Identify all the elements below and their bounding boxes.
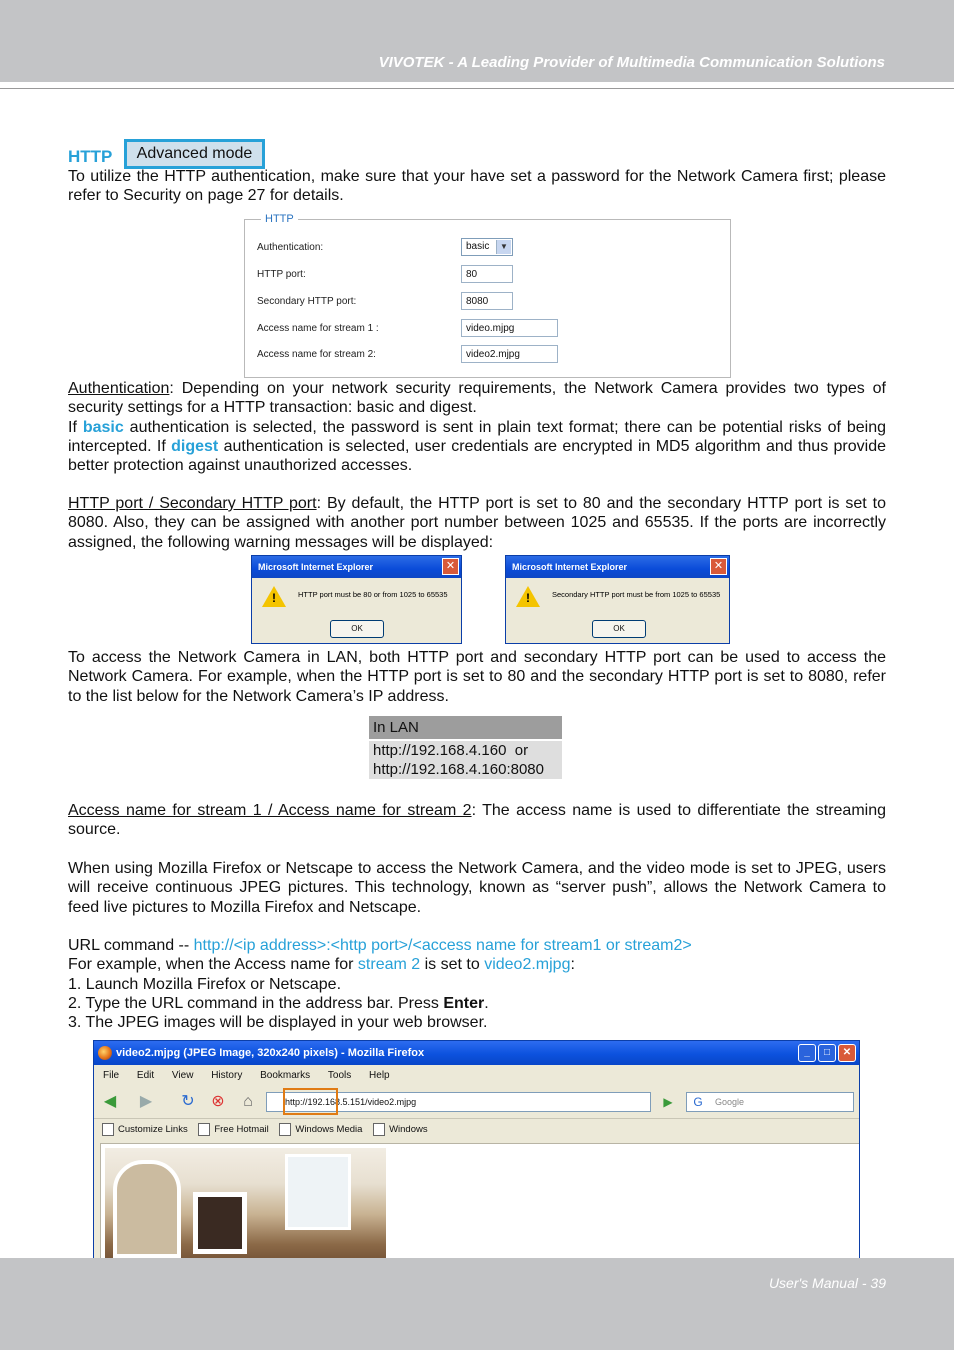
home-icon[interactable]: ⌂ (243, 1093, 253, 1110)
header-rule (0, 88, 954, 89)
authentication-paragraph (68, 379, 886, 475)
url-prefix: URL command -- (68, 937, 194, 954)
window-title-bar (94, 1041, 859, 1065)
url-command-block (68, 936, 886, 1032)
stop-icon[interactable]: ⊗ (211, 1093, 225, 1110)
example-text-3: : (570, 956, 575, 974)
bookmark-label: Customize Links (118, 1124, 188, 1135)
access-name-stream2-label: Access name for stream 2: (257, 349, 376, 360)
bookmark-windows-media[interactable] (279, 1124, 362, 1135)
port-text: : By default, the HTTP port is set to 80 and the secondary HTTP port is set to 8080. Also, they can be assigned with another port number between 1025 and 65535. If the ports are incorrectly assigned, the following warning messages will be displayed: (68, 495, 887, 551)
access-name-stream2-input[interactable]: video2.mjpg (461, 345, 558, 363)
window-title: video2.mjpg (JPEG Image, 320x240 pixels) - Mozilla Firefox (116, 1047, 425, 1059)
lan-address-2: http://192.168.4.160:8080 (373, 761, 544, 778)
ok-button[interactable]: OK (592, 620, 646, 638)
page-icon (279, 1123, 291, 1136)
auth-basic-text: authentication is selected, the password is sent in plain text format; there can be potential risks of being intercepted. If (68, 418, 886, 455)
http-port-input[interactable]: 80 (461, 265, 513, 283)
example-text-1: For example, when the Access name for (68, 956, 358, 974)
reload-icon[interactable]: ↻ (181, 1093, 195, 1110)
secondary-http-port-label: Secondary HTTP port: (257, 296, 357, 307)
lan-table (369, 716, 562, 779)
ok-button[interactable]: OK (330, 620, 384, 638)
url-command: http://<ip address>:<http port>/<access name for stream1 or stream2> (193, 937, 692, 954)
photo-shelf (113, 1160, 181, 1258)
step-2: 2. Type the URL command in the address bar. Press (68, 994, 444, 1012)
close-icon[interactable]: ✕ (838, 1044, 856, 1062)
url-file: video2.mjpg (367, 1097, 417, 1107)
firefox-icon (98, 1046, 112, 1060)
access-name-stream1-label: Access name for stream 1 : (257, 323, 379, 334)
access-name-text: : The access name is used to differentiate the streaming source. (68, 802, 886, 839)
lan-paragraph: To access the Network Camera in LAN, both HTTP port and secondary HTTP port can be used to access the Network Camera. For example, when the HTTP port is set to 80 and the secondary HTTP port is set to 8080, refer to the list below for the Network Camera’s IP address. (68, 649, 886, 705)
step-3: 3. The JPEG images will be displayed in your web browser. (68, 1014, 488, 1032)
port-paragraph (68, 494, 886, 552)
menu-bookmarks[interactable]: Bookmarks (260, 1070, 311, 1081)
digest-keyword: digest (171, 437, 219, 455)
warning-dialog-http-port (251, 555, 462, 644)
intro-paragraph: To utilize the HTTP authentication, make sure that your have set a password for the Network Camera first; please refer to Security on page 27 for details. (68, 168, 886, 205)
example-stream: stream 2 (357, 956, 421, 974)
warning-dialog-secondary-port (505, 555, 730, 644)
dialog-message: HTTP port must be 80 or from 1025 to 65535 (298, 590, 448, 599)
maximize-icon[interactable]: □ (818, 1044, 836, 1062)
menu-bar (94, 1066, 859, 1086)
bookmark-free-hotmail[interactable] (198, 1124, 268, 1135)
step-1: 1. Launch Mozilla Firefox or Netscape. (68, 975, 342, 993)
url-highlight-box (283, 1088, 338, 1115)
menu-edit[interactable]: Edit (136, 1070, 155, 1081)
bookmark-label: Windows (389, 1124, 428, 1135)
bookmark-customize-links[interactable] (102, 1124, 188, 1135)
dialog-title: Microsoft Internet Explorer (506, 556, 729, 578)
lan-address-1: http://192.168.4.160 or (373, 742, 529, 759)
access-name-stream1-input[interactable]: video.mjpg (461, 319, 558, 337)
authentication-text: : Depending on your network security requirements, the Network Camera provides two types of security settings for a HTTP transaction: basic and digest. (68, 380, 886, 417)
example-text-2: is set to (420, 956, 485, 974)
navigation-toolbar (94, 1088, 859, 1116)
menu-view[interactable]: View (171, 1070, 194, 1081)
http-port-label: HTTP port: (257, 269, 306, 280)
menu-help[interactable]: Help (369, 1070, 390, 1081)
close-icon[interactable]: ✕ (442, 558, 459, 575)
authentication-label: Authentication: (257, 242, 324, 253)
authentication-value: basic (466, 241, 490, 252)
bookmark-label: Windows Media (295, 1124, 363, 1135)
authentication-select[interactable] (461, 238, 513, 256)
bookmark-windows[interactable] (373, 1124, 428, 1135)
photo-window (285, 1154, 351, 1230)
go-icon[interactable]: ▶ (663, 1095, 673, 1109)
port-term: HTTP port / Secondary HTTP port (68, 495, 317, 512)
google-icon: G (693, 1095, 703, 1109)
firefox-paragraph: When using Mozilla Firefox or Netscape to access the Network Camera, and the video mode is set to JPEG, users will receive continuous JPEG pictures. This technology, known as “server push”, allows the Network Camera to feed live pictures to Mozilla Firefox and Netscape. (68, 860, 886, 916)
browser-viewport (100, 1143, 860, 1270)
secondary-http-port-input[interactable]: 8080 (461, 292, 513, 310)
dialog-title: Microsoft Internet Explorer (252, 556, 461, 578)
warning-icon-mark: ! (526, 591, 530, 605)
page-footer (0, 1258, 954, 1350)
page-icon (373, 1123, 385, 1136)
lan-table-cell (369, 741, 562, 779)
bookmark-label: Free Hotmail (214, 1124, 269, 1135)
url-base: http://192.168.5.151/ (285, 1097, 368, 1107)
page-icon (198, 1123, 210, 1136)
basic-keyword: basic (82, 418, 124, 436)
warning-icon-mark: ! (272, 591, 276, 605)
auth-if: If (68, 418, 83, 436)
back-icon[interactable]: ◀ (103, 1093, 117, 1110)
example-file: video2.mjpg (484, 956, 571, 974)
footer-page-number: User's Manual - 39 (768, 1275, 886, 1291)
minimize-icon[interactable]: _ (798, 1044, 816, 1062)
step-2-end: . (484, 994, 489, 1012)
menu-tools[interactable]: Tools (327, 1070, 352, 1081)
page-header (0, 0, 954, 82)
auth-digest-text: authentication is selected, user credentials are encrypted in MD5 algorithm and thus provide better protection against unauthorized accesses. (68, 437, 886, 475)
advanced-mode-badge: Advanced mode (124, 139, 265, 169)
access-name-paragraph (68, 801, 886, 840)
panel-legend: HTTP (261, 213, 298, 225)
lan-table-header: In LAN (369, 716, 562, 739)
menu-history[interactable]: History (211, 1070, 243, 1081)
menu-file[interactable]: File (103, 1070, 120, 1081)
enter-key: Enter (443, 994, 485, 1012)
search-input[interactable]: Google (686, 1092, 854, 1112)
authentication-term: Authentication (68, 380, 170, 397)
dialog-message: Secondary HTTP port must be from 1025 to 65535 (552, 590, 721, 599)
firefox-window (93, 1040, 860, 1270)
section-title: HTTP (68, 147, 113, 166)
camera-image (105, 1148, 386, 1268)
page-icon (102, 1123, 114, 1136)
photo-fireplace (193, 1192, 247, 1254)
http-settings-panel (244, 213, 731, 378)
forward-icon[interactable]: ▶ (139, 1093, 153, 1110)
close-icon[interactable]: ✕ (710, 558, 727, 575)
bookmarks-toolbar (94, 1118, 859, 1141)
chevron-down-icon: ▼ (496, 240, 511, 254)
access-name-term: Access name for stream 1 / Access name for stream 2 (68, 802, 472, 819)
header-tagline: VIVOTEK - A Leading Provider of Multimedia Communication Solutions (378, 54, 885, 71)
